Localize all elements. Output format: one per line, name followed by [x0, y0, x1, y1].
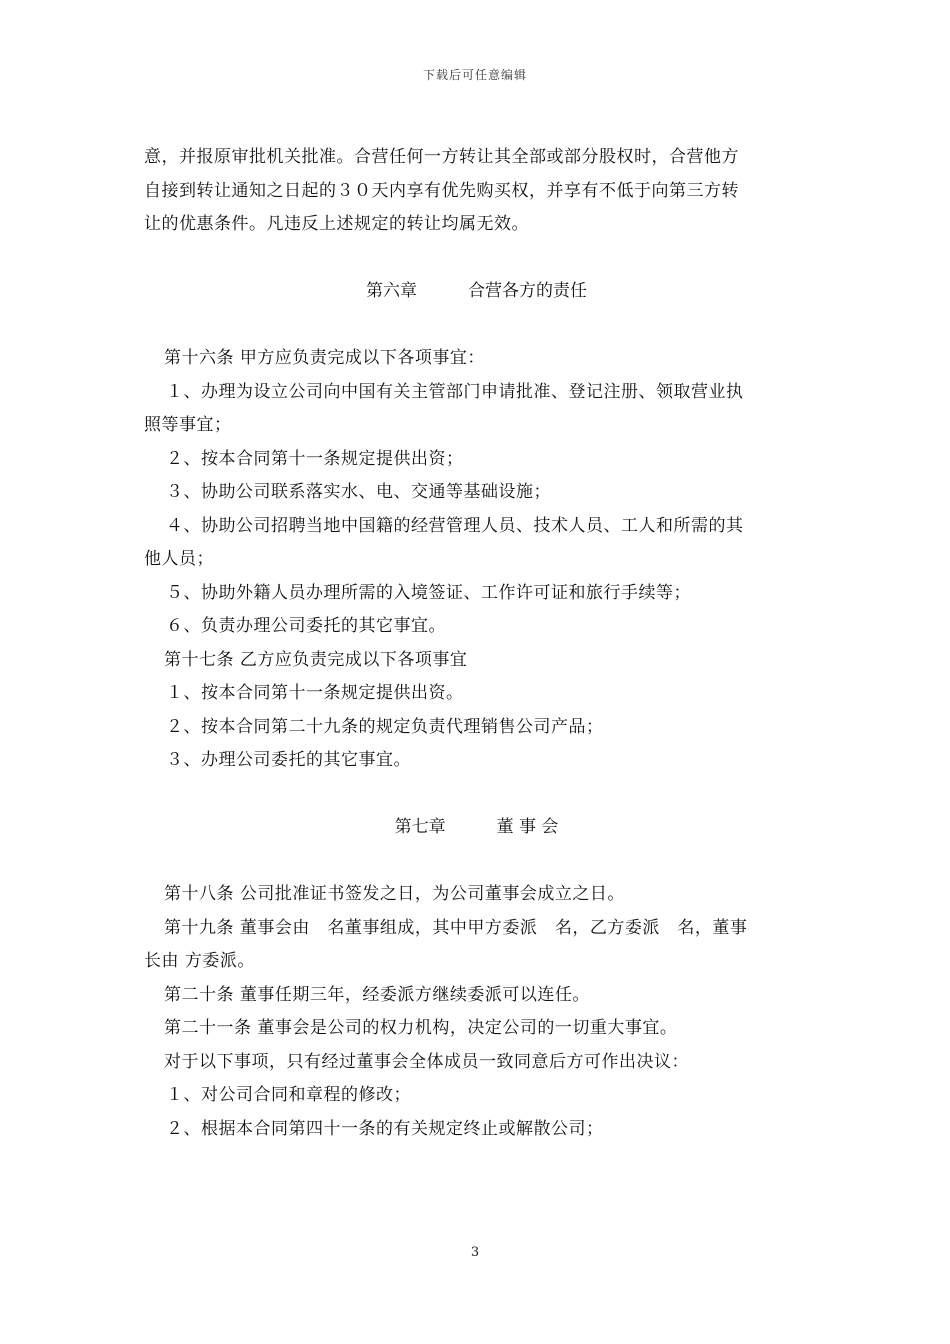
article-19: 第十九条 董事会由 名董事组成，其中甲方委派 名，乙方委派 名，董事 — [164, 917, 748, 938]
list-item: ３、办理公司委托的其它事宜。 — [166, 750, 411, 770]
paragraph-line: 自接到转让通知之日起的３０天内享有优先购买权，并享有不低于向第三方转 — [144, 180, 739, 201]
spacer — [144, 845, 809, 879]
list-item: ６、负责办理公司委托的其它事宜。 — [166, 616, 446, 636]
list-item-continuation: 照等事宜； — [144, 415, 232, 435]
list-item: １、按本合同第十一条规定提供出资。 — [166, 683, 464, 703]
article-17: 第十七条 乙方应负责完成以下各项事宜 — [164, 649, 468, 670]
article-21: 第二十一条 董事会是公司的权力机构，决定公司的一切重大事宜。 — [164, 1018, 678, 1038]
article-18: 第十八条 公司批准证书签发之日，为公司董事会成立之日。 — [164, 884, 625, 904]
spacer — [144, 309, 809, 343]
page-header: 下载后可任意编辑 — [422, 68, 527, 82]
paragraph-line: 意，并报原审批机关批准。合营任何一方转让其全部或部分股权时，合营他方 — [144, 147, 739, 167]
paragraph-line: 对于以下事项，只有经过董事会全体成员一致同意后方可作出决议： — [164, 1051, 689, 1072]
list-item: ４、协助公司招聘当地中国籍的经营管理人员、技术人员、工人和所需的其 — [166, 515, 744, 536]
chapter-heading-6: 第六章 合营各方的责任 — [366, 281, 587, 301]
article-20: 第二十条 董事任期三年，经委派方继续委派可以连任。 — [164, 984, 590, 1005]
list-item: ２、根据本合同第四十一条的有关规定终止或解散公司； — [166, 1118, 604, 1139]
list-item: ３、协助公司联系落实水、电、交通等基础设施； — [166, 482, 551, 502]
list-item: ２、按本合同第二十九条的规定负责代理销售公司产品； — [166, 716, 604, 737]
list-item: １、办理为设立公司向中国有关主管部门申请批准、登记注册、领取营业执 — [166, 381, 744, 402]
list-item: ５、协助外籍人员办理所需的入境签证、工作许可证和旅行手续等； — [166, 582, 691, 603]
page-number: 3 — [470, 1245, 480, 1260]
spacer — [144, 242, 809, 276]
paragraph-line: 让的优惠条件。凡违反上述规定的转让均属无效。 — [144, 214, 529, 234]
list-item: １、对公司合同和章程的修改； — [166, 1085, 411, 1105]
list-item-continuation: 他人员； — [144, 549, 214, 569]
article-continuation: 长由 方委派。 — [144, 951, 255, 971]
document-body — [144, 141, 809, 1146]
list-item: ２、按本合同第十一条规定提供出资； — [166, 448, 464, 469]
chapter-heading-7: 第七章 董 事 会 — [394, 817, 559, 837]
article-16: 第十六条 甲方应负责完成以下各项事宜： — [164, 348, 485, 368]
spacer — [144, 778, 809, 812]
